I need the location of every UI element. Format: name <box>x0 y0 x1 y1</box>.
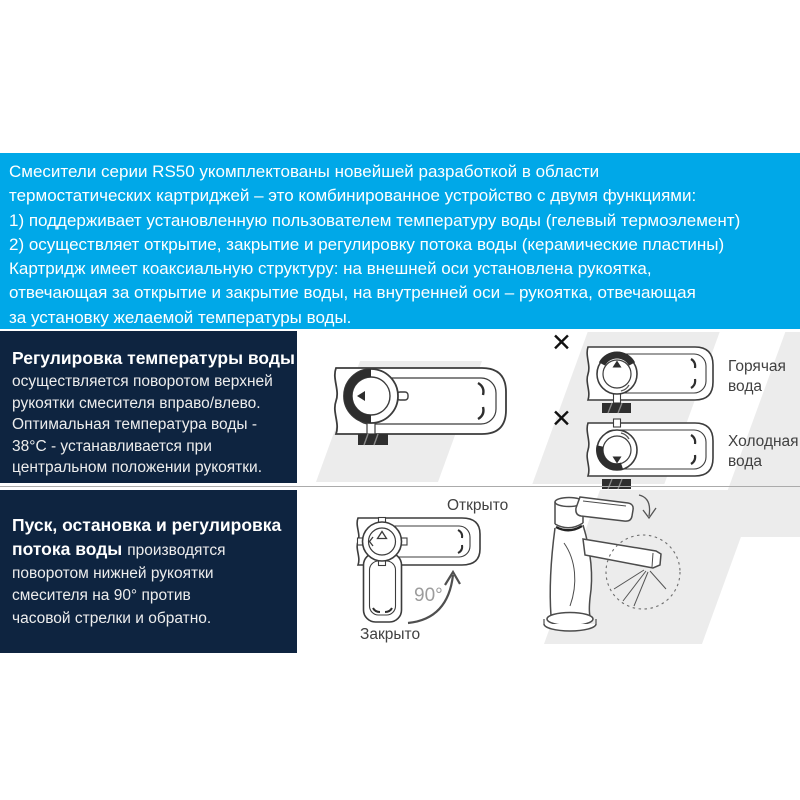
flow-heading-line1: Пуск, остановка и регулировка <box>12 515 282 535</box>
cold-position-diagram <box>575 416 725 491</box>
temperature-text-line: осуществляется поворотом верхней <box>12 373 273 390</box>
intro-text-line: 1) поддерживает установленную пользователем температуру воды (гелевый термоэлемент) <box>9 210 741 230</box>
closed-label: Закрыто <box>360 626 421 643</box>
flow-heading-line2: потока воды <box>12 539 123 559</box>
intro-text-line: 2) осуществляет открытие, закрытие и регулировку потока воды (керамические пластины) <box>9 234 725 254</box>
intro-text-line: за установку желаемой температуры воды. <box>9 307 352 327</box>
flow-text-line: часовой стрелки и обратно. <box>12 609 212 627</box>
hot-position-drawing <box>575 340 725 415</box>
intro-text-line: Смесители серии RS50 укомплектованы новейшей разработкой в области <box>9 162 600 181</box>
forbidden-x-icon: ✕ <box>551 329 572 357</box>
angle-90-label: 90° <box>414 585 443 606</box>
flow-body-inline: производятся <box>127 542 226 559</box>
temperature-text-line: рукоятки смесителя вправо/влево. <box>12 394 261 412</box>
intro-text-line: отвечающая за открытие и закрытие воды, на внутренней оси – рукоятка, отвечающая <box>9 283 696 303</box>
temperature-text-line: 38°C - устанавливается при <box>12 437 212 455</box>
temperature-text-line: Оптимальная температура воды - <box>12 416 257 433</box>
faucet-drawing <box>540 488 790 653</box>
handle-top-view-diagram <box>320 358 550 470</box>
temperature-info-box <box>0 331 297 483</box>
forbidden-x-icon: ✕ <box>551 405 572 433</box>
section-divider <box>0 486 800 487</box>
cold-position-drawing <box>575 416 725 491</box>
hot-water-label: Горячая вода <box>728 358 786 395</box>
intro-text-line: термостатических картриджей – это комбинированное устройство с двумя функциями: <box>9 186 697 206</box>
cold-water-label: Холодная вода <box>728 433 799 470</box>
flow-text-line: поворотом нижней рукоятки <box>12 564 214 582</box>
open-label: Открыто <box>447 497 509 514</box>
intro-text-line: Картридж имеет коаксиальную структуру: на внешней оси установлена рукоятка, <box>9 259 652 279</box>
temperature-text-line: центральном положении рукоятки. <box>12 459 263 476</box>
handle-top-view-drawing <box>320 358 550 470</box>
hot-position-diagram <box>575 340 725 415</box>
flow-info-box <box>0 490 297 653</box>
intro-banner <box>0 153 800 329</box>
faucet-side-view-diagram <box>540 488 790 653</box>
flow-text-line: смесителя на 90° против <box>12 587 191 604</box>
temperature-heading: Регулировка температуры воды <box>12 348 295 368</box>
